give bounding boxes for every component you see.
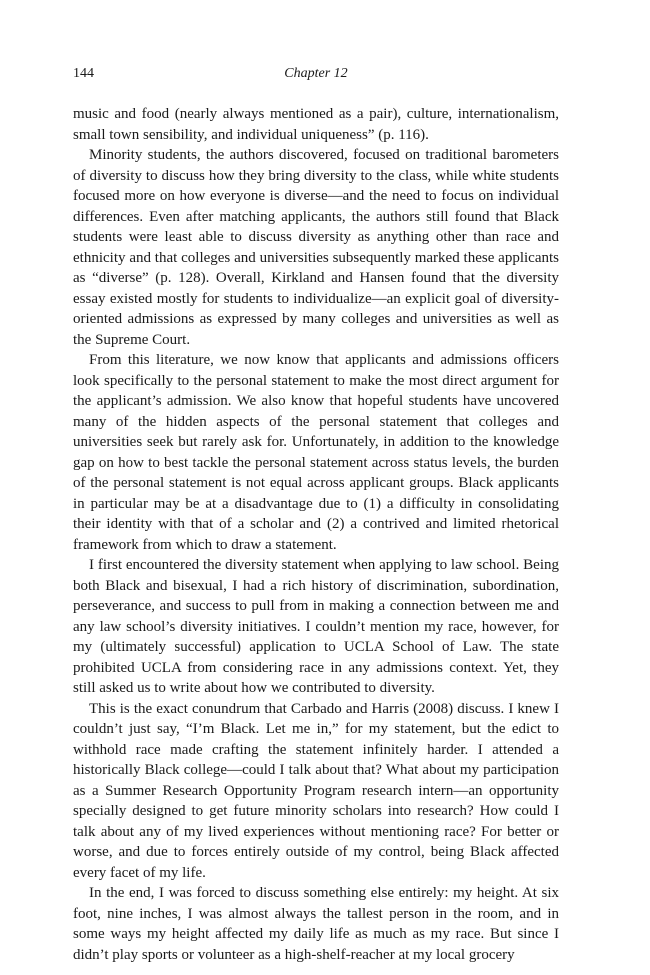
paragraph-continued: music and food (nearly always mentioned as a pair), culture, internationalism, small town sensibility, and individual uniqueness” (p. 116). [73,106,559,143]
body-text [73,104,559,965]
page-number: 144 [73,66,94,81]
paragraph: This is the exact conundrum that Carbado and Harris (2008) discuss. I knew I couldn’t just say, “I’m Black. Let me in,” for my statement, but the edict to withhold race made crafting the statement infinitely harder. I attended a historically Black college—could I talk about that? What about my participation as a Summer Research Opportunity Program research intern—an opportunity specially designed to get future minority scholars into research? How could I talk about any of my lived experiences without mentioning race? For better or worse, and due to forces entirely outside of my control, being Black affected every facet of my life. [73,700,559,881]
paragraph: Minority students, the authors discovered, focused on traditional barometers of diversity to discuss how they bring diversity to the class, while white students focused more on how everyone is diverse—and the need to focus on individual differences. Even after matching applicants, the authors still found that Black students were least able to discuss diversity as anything other than race and ethnicity and that colleges and universities subsequently marked these applicants as “diverse” (p. 128). Overall, Kirkland and Hansen found that the diversity essay existed mostly for students to individualize—an explicit goal of diversity-oriented admissions as expressed by many colleges and universities as well as the Supreme Court. [73,147,559,348]
paragraph: In the end, I was forced to discuss something else entirely: my height. At six foot, nine inches, I was almost always the tallest person in the room, and in some ways my height affected my daily life as much as my race. But since I didn’t play sports or volunteer as a high-shelf-reacher at my local grocery [73,885,559,963]
paragraph: I first encountered the diversity statement when applying to law school. Being both Black and bisexual, I had a rich history of discrimination, subordination, perseverance, and success to pull from in making a connection between me and any law school’s diversity initiatives. I couldn’t mention my race, however, for my (ultimately successful) application to UCLA School of Law. The state prohibited UCLA from considering race in any admissions context. Yet, they still asked us to write about how we contributed to diversity. [73,557,559,696]
chapter-title: Chapter 12 [284,66,348,81]
book-page [73,66,559,965]
paragraph: From this literature, we now know that applicants and admissions officers look specifically to the personal statement to make the most direct argument for the applicant’s admission. We also know that hopeful students have uncovered many of the hidden aspects of the personal statement that colleges and universities seek but rarely ask for. Unfortunately, in addition to the knowledge gap on how to best tackle the personal statement across status levels, the burden of the personal statement is not equal across applicant groups. Black applicants in particular may be at a disadvantage due to (1) a difficulty in consolidating their identity with that of a scholar and (2) a contrived and limited rhetorical framework from which to draw a statement. [73,352,559,553]
running-head [73,66,559,88]
